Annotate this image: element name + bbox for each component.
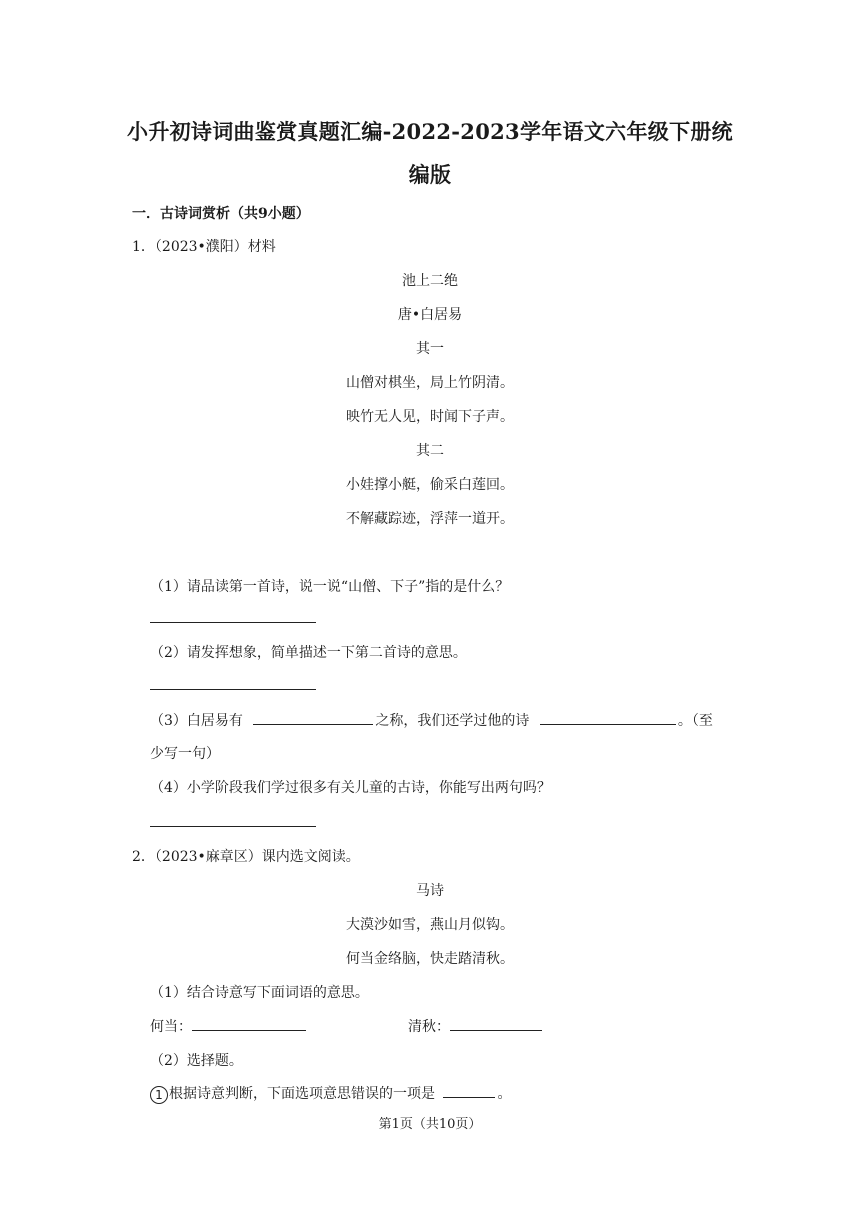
- q2-term2-blank[interactable]: [450, 1016, 542, 1031]
- page-footer: 第1页（共10页）: [378, 1117, 482, 1132]
- q1-poem-title: 池上二绝: [402, 273, 458, 289]
- q1-poem-line: 映竹无人见，时闻下子声。: [346, 409, 514, 425]
- q2-item1: [150, 1083, 511, 1104]
- q1-answer-line-1[interactable]: [150, 622, 316, 623]
- section-heading: 一．古诗词赏析（共9小题）: [132, 206, 310, 222]
- q1-answer-line-4[interactable]: [150, 826, 316, 827]
- q1-poem-author: 唐•白居易: [397, 307, 463, 323]
- q2-term2-label: 清秋：: [408, 1019, 450, 1035]
- q1-poem-line: 小娃撑小艇，偷采白莲回。: [346, 477, 514, 493]
- q2-poem-title: 马诗: [416, 883, 444, 899]
- q2-sub1: （1）结合诗意写下面词语的意思。: [150, 985, 369, 1001]
- q1-header: 1．（2023•濮阳）材料: [132, 239, 276, 255]
- q2-term1-row: [150, 1016, 306, 1036]
- q1-sub3: [150, 710, 713, 730]
- q2-item1-blank[interactable]: [443, 1083, 495, 1098]
- q1-sub4: （4）小学阶段我们学过很多有关儿童的古诗，你能写出两句吗？: [150, 780, 551, 796]
- q1-sub2: （2）请发挥想象，简单描述一下第二首诗的意思。: [150, 645, 467, 661]
- q2-poem-line: 大漠沙如雪，燕山月似钩。: [346, 917, 514, 933]
- q2-term1-blank[interactable]: [192, 1016, 306, 1031]
- q1-poem-line: 不解藏踪迹，浮萍一道开。: [346, 511, 514, 527]
- q2-poem-line: 何当金络脑，快走踏清秋。: [346, 951, 514, 967]
- q2-item1-text: 根据诗意判断，下面选项意思错误的一项是: [169, 1086, 435, 1102]
- q2-sub2: （2）选择题。: [150, 1053, 243, 1069]
- q2-item1-end: 。: [497, 1086, 512, 1102]
- q1-poem-part1-label: 其一: [416, 341, 444, 357]
- q1-answer-line-2[interactable]: [150, 689, 316, 690]
- doc-title-line1: 小升初诗词曲鉴赏真题汇编-2022-2023学年语文六年级下册统: [127, 119, 733, 144]
- q1-poem-part2-label: 其二: [416, 443, 444, 459]
- q2-term1-label: 何当：: [150, 1019, 192, 1035]
- q1-sub3-part-c: 。（至: [677, 713, 713, 729]
- q1-blank-nickname[interactable]: [253, 710, 373, 725]
- q1-sub1: （1）请品读第一首诗，说一说“山僧、下子”指的是什么？: [150, 579, 510, 595]
- q2-header: 2．（2023•麻章区）课内选文阅读。: [132, 849, 360, 865]
- q1-sub3-part-b: 之称，我们还学过他的诗: [375, 713, 530, 729]
- q2-term2-row: [408, 1016, 542, 1036]
- q1-poem-line: 山僧对棋坐，局上竹阴清。: [346, 375, 514, 391]
- q1-blank-poem[interactable]: [540, 710, 676, 725]
- circled-number-1: 1: [150, 1086, 168, 1104]
- q1-sub3-part-a: （3）白居易有: [150, 713, 243, 729]
- q1-sub3-continuation: 少写一句）: [150, 746, 220, 762]
- doc-title-line2: 编版: [408, 162, 452, 187]
